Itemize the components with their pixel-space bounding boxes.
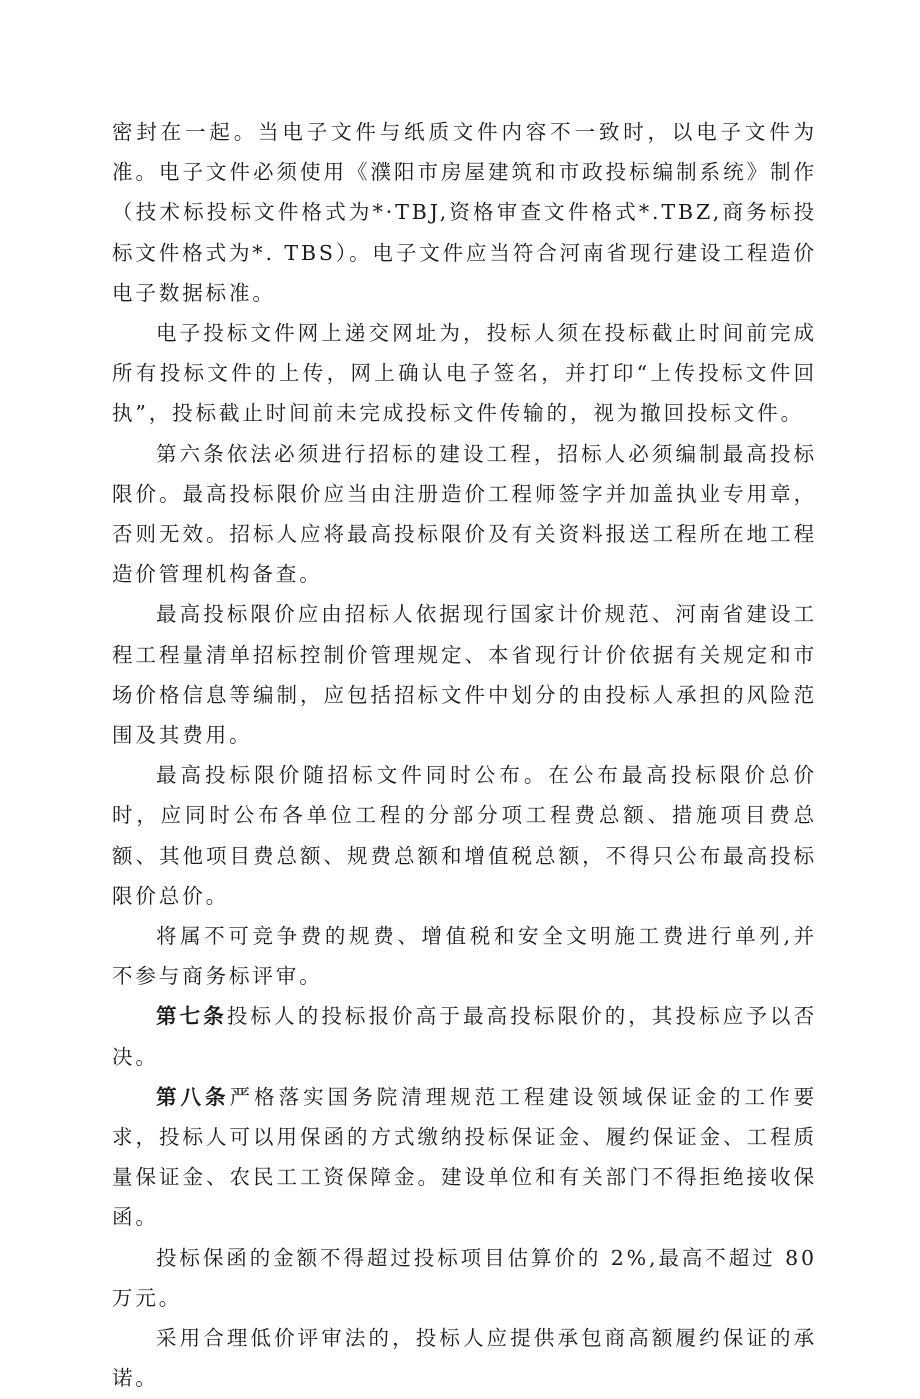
article-eight-heading: 第八条 [156, 1084, 230, 1109]
paragraph-electronic-file-format: 密封在一起。当电子文件与纸质文件内容不一致时，以电子文件为准。电子文件必须使用《濮阳市房屋建筑和市政投标编制系统》制作（技术标投标文件格式为*·TBJ,资格审查文件格式*.TBZ,商务标投标文件格式为*. TBS）。电子文件应当符合河南省现行建设工程造价电子数据标准。 [112, 120, 818, 305]
paragraph-low-price-commitment: 采用合理低价评审法的，投标人应提供承包商高额履约保证的承诺。 [112, 1326, 817, 1391]
paragraph-article-six: 第六条依法必须进行招标的建设工程，招标人必须编制最高投标限价。最高投标限价应当由注册造价工程师签字并加盖执业专用章，否则无效。招标人应将最高投标限价及有关资料报送工程所在地工程造价管理机构备查。 [112, 441, 817, 587]
paragraph-max-price-publication: 最高投标限价随招标文件同时公布。在公布最高投标限价总价时，应同时公布各单位工程的分部分项工程费总额、措施项目费总额、其他项目费总额、规费总额和增值税总额，不得只公布最高投标限价总价。 [112, 763, 817, 908]
paragraph-non-competitive-fees: 将属不可竞争费的规费、增值税和安全文明施工费进行单列,并不参与商务标评审。 [112, 924, 817, 989]
paragraph-article-seven [112, 996, 817, 1076]
article-seven-text: 投标人的投标报价高于最高投标限价的，其投标应予以否决。 [112, 1004, 818, 1069]
paragraph-article-eight [112, 1077, 817, 1238]
paragraph-online-submission: 电子投标文件网上递交网址为，投标人须在投标截止时间前完成所有投标文件的上传，网上确认电子签名，并打印“上传投标文件回执”，投标截止时间前未完成投标文件传输的，视为撤回投标文件。 [112, 321, 817, 426]
paragraph-bid-guarantee-amount: 投标保函的金额不得超过投标项目估算价的 2%,最高不超过 80 万元。 [112, 1245, 817, 1310]
paragraph-max-price-basis: 最高投标限价应由招标人依据现行国家计价规范、河南省建设工程工程量清单招标控制价管理规定、本省现行计价依据有关规定和市场价格信息等编制，应包括招标文件中划分的由投标人承担的风险范围及其费用。 [112, 602, 817, 748]
document-body [112, 112, 817, 1399]
article-seven-heading: 第七条 [156, 1004, 227, 1029]
article-eight-text: 严格落实国务院清理规范工程建设领域保证金的工作要求，投标人可以用保函的方式缴纳投标保证金、履约保证金、工程质量保证金、农民工工资保障金。建设单位和有关部门不得拒绝接收保函。 [112, 1084, 817, 1230]
